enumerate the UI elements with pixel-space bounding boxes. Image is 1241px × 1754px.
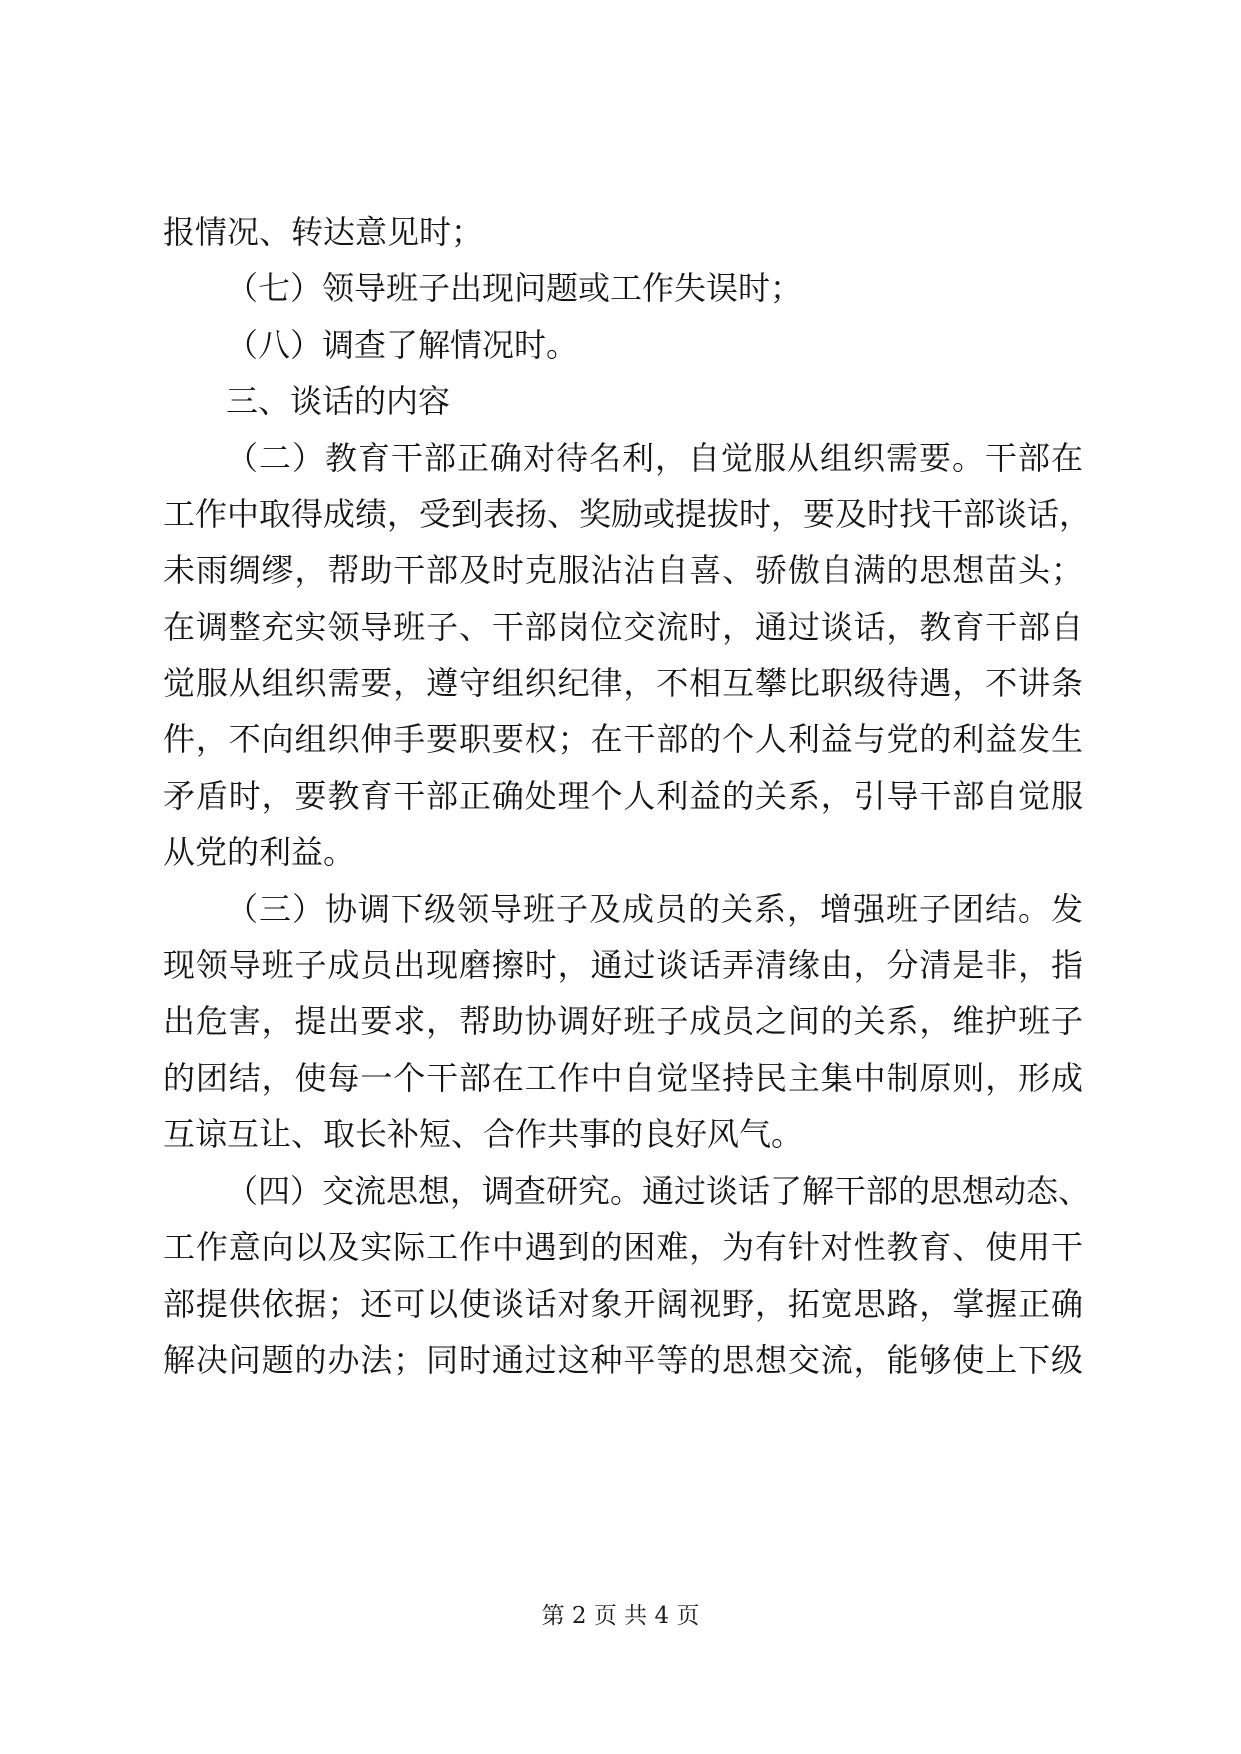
section-heading: 三、谈话的内容 (226, 382, 451, 420)
text-line: 互谅互让、取长补短、合作共事的良好风气。 (163, 1115, 804, 1153)
text-line: 出危害，提出要求，帮助协调好班子成员之间的关系，维护班子 (163, 1002, 1083, 1040)
text-line: （七）领导班子出现问题或工作失误时； (226, 269, 803, 307)
text-line: 报情况、转达意见时； (163, 213, 484, 251)
text-line: 现领导班子成员出现磨擦时，通过谈话弄清缘由，分清是非，指 (163, 946, 1083, 984)
text-line: 的团结，使每一个干部在工作中自觉坚持民主集中制原则，形成 (163, 1059, 1083, 1097)
text-line: （三）协调下级领导班子及成员的关系，增强班子团结。发 (226, 890, 1083, 928)
text-line: 工作中取得成绩，受到表扬、奖励或提拔时，要及时找干部谈话， (163, 495, 1092, 533)
text-line: 部提供依据；还可以使谈话对象开阔视野，拓宽思路，掌握正确 (163, 1285, 1083, 1323)
text-line: 解决问题的办法；同时通过这种平等的思想交流，能够使上下级 (163, 1341, 1083, 1379)
text-line: （八）调查了解情况时。 (226, 326, 579, 364)
text-line: （四）交流思想，调查研究。通过谈话了解干部的思想动态、 (226, 1172, 1091, 1210)
text-line: 觉服从组织需要，遵守组织纪律，不相互攀比职级待遇，不讲条 (163, 664, 1083, 702)
text-line: 工作意向以及实际工作中遇到的困难，为有针对性教育、使用干 (163, 1228, 1083, 1266)
text-line: 未雨绸缪，帮助干部及时克服沾沾自喜、骄傲自满的思想苗头； (163, 551, 1083, 589)
page-number-footer: 第 2 页 共 4 页 (541, 1603, 700, 1629)
text-line: 件，不向组织伸手要职要权；在干部的个人利益与党的利益发生 (163, 720, 1083, 758)
text-line: （二）教育干部正确对待名利，自觉服从组织需要。干部在 (226, 439, 1083, 477)
text-line: 在调整充实领导班子、干部岗位交流时，通过谈话，教育干部自 (163, 608, 1083, 646)
text-line: 矛盾时，要教育干部正确处理个人利益的关系，引导干部自觉服 (163, 777, 1083, 815)
text-line: 从党的利益。 (163, 833, 356, 871)
